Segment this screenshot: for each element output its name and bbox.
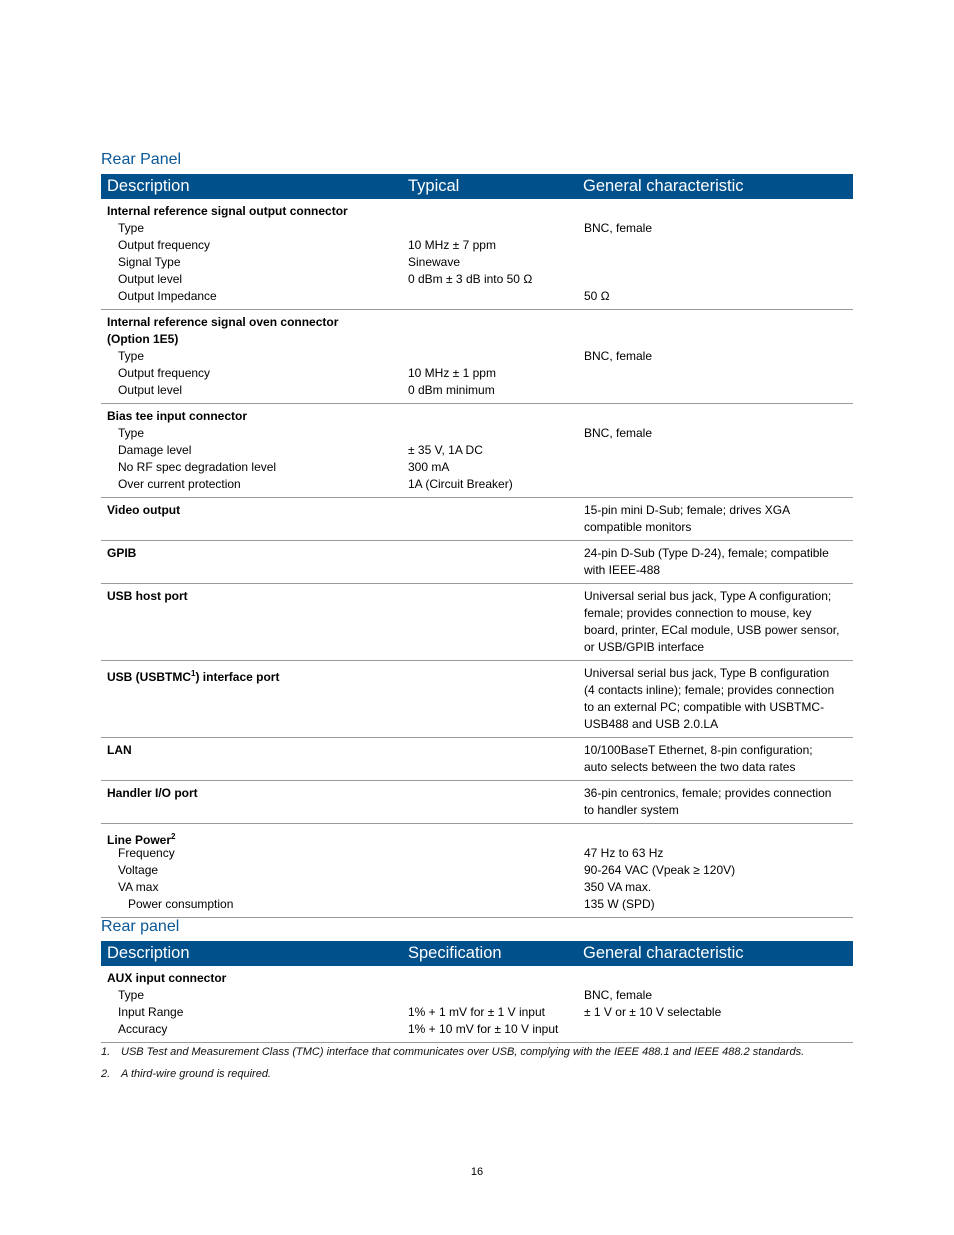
table-row — [101, 288, 853, 305]
table-row — [101, 1021, 853, 1038]
footnote-ref: 1 — [191, 669, 196, 678]
table-row — [101, 970, 853, 987]
description-cell: Video output — [107, 503, 181, 517]
description-cell: Output level — [118, 272, 183, 286]
table-row — [101, 845, 853, 862]
value-cell: 10 MHz ± 7 ppm — [408, 238, 496, 252]
general-characteristic-cell: 24-pin D-Sub (Type D-24), female; compatible — [584, 546, 829, 560]
table-row — [101, 896, 853, 913]
spec-group — [101, 310, 853, 404]
footnote-2: 2. A third-wire ground is required. — [101, 1068, 271, 1080]
table-row — [101, 237, 853, 254]
table-row — [101, 588, 853, 605]
general-characteristic-cell: 350 VA max. — [584, 880, 652, 894]
table-row — [101, 220, 853, 237]
general-characteristic-cell: 10/100BaseT Ethernet, 8-pin configuration; — [584, 743, 813, 757]
table-row — [101, 254, 853, 271]
table-row — [101, 759, 853, 776]
general-characteristic-cell: BNC, female — [584, 349, 653, 363]
table-row — [101, 348, 853, 365]
column-header: Typical — [408, 177, 460, 195]
table-row — [101, 802, 853, 819]
value-cell: 0 dBm minimum — [408, 383, 495, 397]
general-characteristic-cell: Universal serial bus jack, Type B configuration — [584, 666, 830, 680]
general-characteristic-cell: or USB/GPIB interface — [584, 640, 705, 654]
table-row — [101, 562, 853, 579]
general-characteristic-cell: BNC, female — [584, 426, 653, 440]
description-cell: Handler I/O port — [107, 786, 198, 800]
table-row — [101, 459, 853, 476]
table-row — [101, 639, 853, 656]
general-characteristic-cell: BNC, female — [584, 988, 653, 1002]
spec-group — [101, 199, 853, 310]
description-cell: Bias tee input connector — [107, 409, 248, 423]
general-characteristic-cell: 90-264 VAC (Vpeak ≥ 120V) — [584, 863, 736, 877]
table-row — [101, 879, 853, 896]
description-cell: Signal Type — [118, 255, 181, 269]
table-row — [101, 987, 853, 1004]
general-characteristic-cell: with IEEE-488 — [584, 563, 661, 577]
description-cell: Output level — [118, 383, 183, 397]
general-characteristic-cell: 15-pin mini D-Sub; female; drives XGA — [584, 503, 791, 517]
table-row — [101, 665, 853, 682]
table-row — [101, 716, 853, 733]
general-characteristic-cell: BNC, female — [584, 221, 653, 235]
description-cell: Power consumption — [128, 897, 234, 911]
table-row — [101, 476, 853, 493]
table-row — [101, 828, 853, 845]
description-cell: Frequency — [118, 846, 175, 860]
general-characteristic-cell: board, printer, ECal module, USB power sensor, — [584, 623, 840, 637]
table-row — [101, 331, 853, 348]
value-cell: ± 35 V, 1A DC — [408, 443, 483, 457]
general-characteristic-cell: 36-pin centronics, female; provides connection — [584, 786, 832, 800]
general-characteristic-cell: USB488 and USB 2.0.LA — [584, 717, 719, 731]
table-row — [101, 502, 853, 519]
general-characteristic-cell: ± 1 V or ± 10 V selectable — [584, 1005, 722, 1019]
value-cell: 0 dBm ± 3 dB into 50 Ω — [408, 272, 533, 286]
description-cell: Type — [118, 988, 145, 1002]
section-title-rear-panel-spec: Rear panel — [101, 918, 180, 935]
table-header — [101, 174, 853, 199]
footnote-1: 1. USB Test and Measurement Class (TMC) interface that communicates over USB, complying with the IEEE 488.1 and IEEE 488.2 standards. — [101, 1046, 805, 1058]
spec-group — [101, 661, 853, 738]
description-cell: Output Impedance — [118, 289, 217, 303]
description-cell: USB (USBTMC$^1$) interface port — [107, 669, 280, 684]
general-characteristic-cell: (4 contacts inline); female; provides connection — [584, 683, 835, 697]
table-row — [101, 622, 853, 639]
description-cell: (Option 1E5) — [107, 332, 179, 346]
description-cell: Line Power$^2$ — [107, 832, 176, 847]
footnote-ref: 2 — [171, 832, 176, 841]
description-cell: USB host port — [107, 589, 188, 603]
description-cell: Internal reference signal output connector — [107, 204, 348, 218]
column-header: Description — [107, 944, 190, 962]
description-cell: Voltage — [118, 863, 159, 877]
table-row — [101, 442, 853, 459]
table-row — [101, 365, 853, 382]
general-characteristic-cell: 135 W (SPD) — [584, 897, 655, 911]
table-row — [101, 605, 853, 622]
description-cell: AUX input connector — [107, 971, 227, 985]
description-cell: Type — [118, 426, 145, 440]
column-header: Specification — [408, 944, 502, 962]
rear-panel-spec-table — [101, 941, 853, 1043]
table-row — [101, 519, 853, 536]
description-cell: Input Range — [118, 1005, 184, 1019]
value-cell: 300 mA — [408, 460, 450, 474]
spec-group — [101, 738, 853, 781]
table-row — [101, 742, 853, 759]
page-number: 16 — [470, 1166, 484, 1178]
general-characteristic-cell: 47 Hz to 63 Hz — [584, 846, 664, 860]
table-row — [101, 1004, 853, 1021]
description-cell: Accuracy — [118, 1022, 168, 1036]
table-header — [101, 941, 853, 966]
spec-group — [101, 781, 853, 824]
spec-group — [101, 404, 853, 498]
rear-panel-typical-table — [101, 174, 853, 918]
column-header: General characteristic — [583, 944, 744, 962]
spec-group — [101, 584, 853, 661]
spec-group — [101, 541, 853, 584]
description-cell: Type — [118, 349, 145, 363]
table-row — [101, 785, 853, 802]
general-characteristic-cell: 50 Ω — [584, 289, 610, 303]
table-row — [101, 271, 853, 288]
table-row — [101, 425, 853, 442]
description-cell: Output frequency — [118, 238, 211, 252]
table-row — [101, 862, 853, 879]
general-characteristic-cell: compatible monitors — [584, 520, 692, 534]
description-cell: Type — [118, 221, 145, 235]
description-cell: No RF spec degradation level — [118, 460, 277, 474]
table-row — [101, 382, 853, 399]
general-characteristic-cell: auto selects between the two data rates — [584, 760, 796, 774]
table-row — [101, 682, 853, 699]
value-cell: 10 MHz ± 1 ppm — [408, 366, 496, 380]
value-cell: 1% + 1 mV for ± 1 V input — [408, 1005, 545, 1019]
spec-group — [101, 498, 853, 541]
general-characteristic-cell: to handler system — [584, 803, 679, 817]
value-cell: 1A (Circuit Breaker) — [408, 477, 513, 491]
general-characteristic-cell: to an external PC; compatible with USBTMC- — [584, 700, 825, 714]
table-row — [101, 203, 853, 220]
description-cell: Output frequency — [118, 366, 211, 380]
value-cell: 1% + 10 mV for ± 10 V input — [408, 1022, 559, 1036]
description-cell: Internal reference signal oven connector — [107, 315, 339, 329]
description-cell: VA max — [118, 880, 159, 894]
table-row — [101, 408, 853, 425]
table-row — [101, 545, 853, 562]
general-characteristic-cell: Universal serial bus jack, Type A configuration; — [584, 589, 832, 603]
table-row — [101, 699, 853, 716]
general-characteristic-cell: female; provides connection to mouse, key — [584, 606, 812, 620]
description-cell: Over current protection — [118, 477, 241, 491]
spec-group — [101, 966, 853, 1043]
description-cell: Damage level — [118, 443, 192, 457]
column-header: General characteristic — [583, 177, 744, 195]
value-cell: Sinewave — [408, 255, 461, 269]
section-title-rear-panel: Rear Panel — [101, 151, 182, 168]
description-cell: GPIB — [107, 546, 137, 560]
column-header: Description — [107, 177, 190, 195]
table-row — [101, 314, 853, 331]
description-cell: LAN — [107, 743, 132, 757]
spec-group — [101, 824, 853, 918]
